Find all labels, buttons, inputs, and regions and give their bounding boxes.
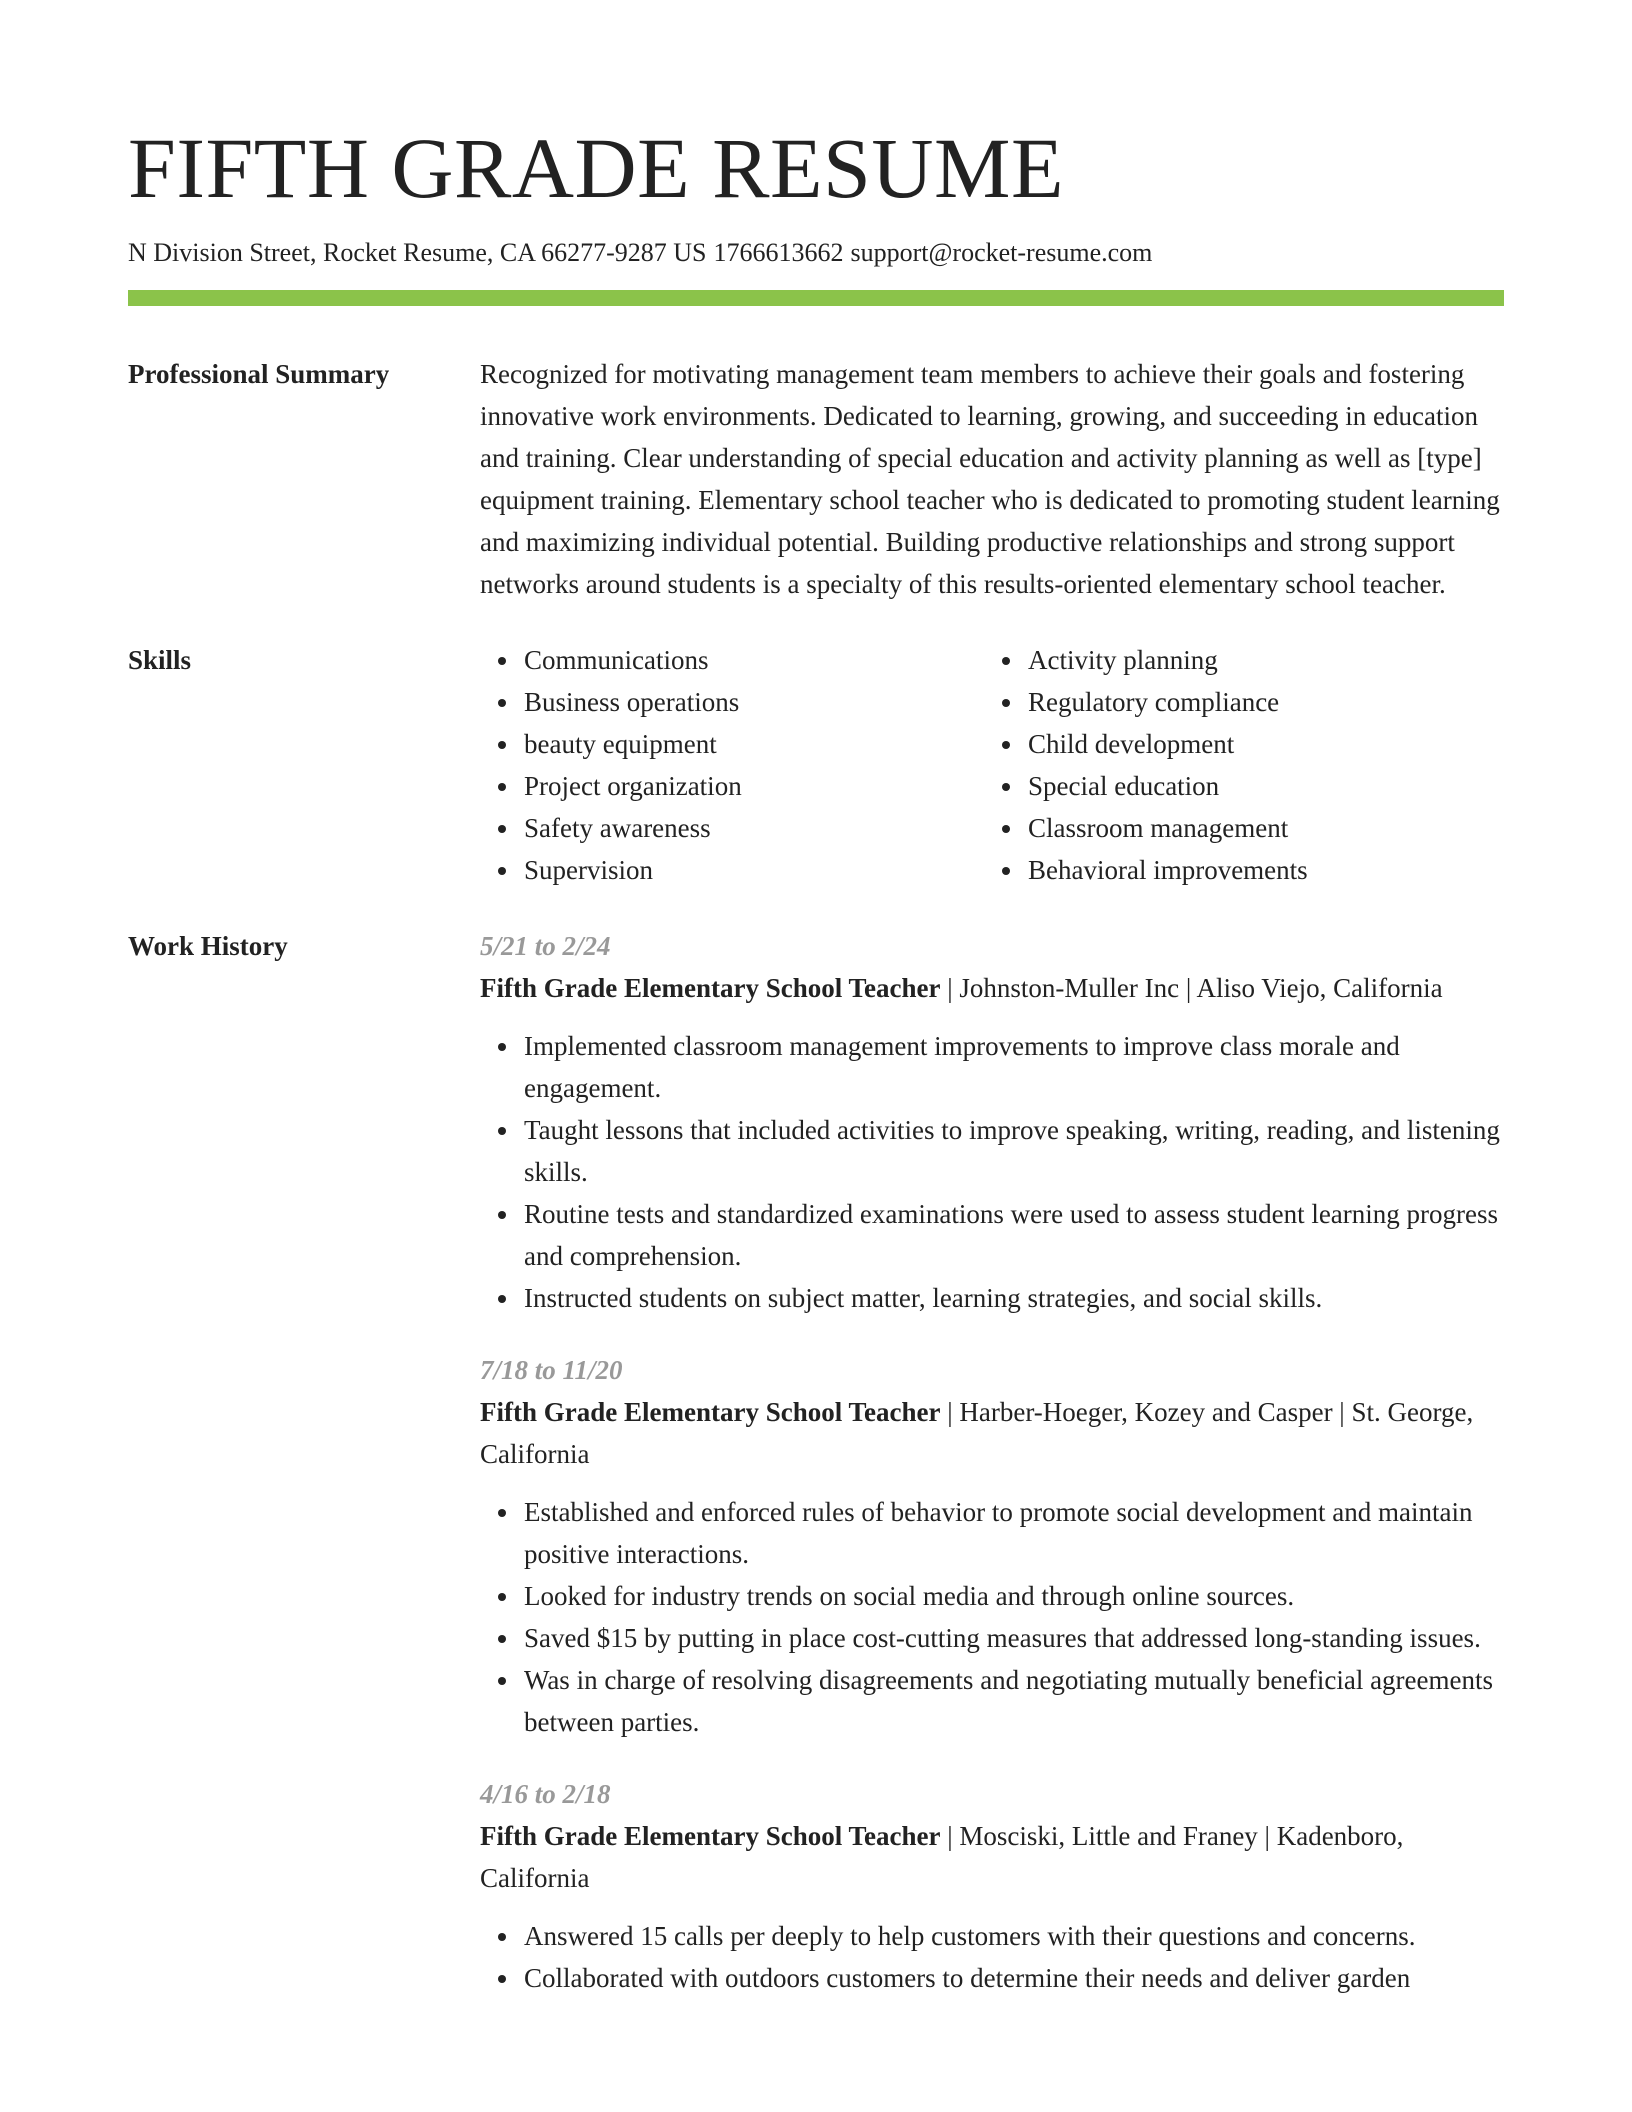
job-dates: 4/16 to 2/18 [480,1779,611,1809]
job-entry [480,925,1504,1319]
section-label: Professional Summary [128,359,390,389]
work-history-section [128,925,1504,2029]
job-entry [480,1349,1504,1743]
list-item: Business operations [524,681,984,723]
list-item: Project organization [524,765,984,807]
phone: 1766613662 [713,238,844,267]
list-item: Routine tests and standardized examinations were used to assess student learning progress and comprehension. [524,1193,1504,1277]
skills-list-right [984,639,1488,891]
list-item: Classroom management [1028,807,1488,849]
section-label: Work History [128,931,288,961]
summary-text: Recognized for motivating management team members to achieve their goals and fostering innovative work environments. Dedicated to learning, growing, and succeeding in education and training. Clear understanding of special education and activity planning as well as [type] equipment training. Elementary school teacher who is dedicated to promoting student learning and maximizing individual potential. Building productive relationships and strong support networks around students is a specialty of this results-oriented elementary school teacher. [480,359,1500,599]
list-item: Established and enforced rules of behavior to promote social development and maintain positive interactions. [524,1491,1504,1575]
list-item: Implemented classroom management improvements to improve class morale and engagement. [524,1025,1504,1109]
address: N Division Street, Rocket Resume, CA 66277-9287 US [128,238,707,267]
header-divider [128,290,1504,306]
resume-page [128,0,1504,2029]
job-heading [480,967,1504,1009]
list-item: Child development [1028,723,1488,765]
job-title: Fifth Grade Elementary School Teacher [480,1821,941,1851]
list-item: Activity planning [1028,639,1488,681]
job-title: Fifth Grade Elementary School Teacher [480,1397,941,1427]
summary-section [128,353,1504,605]
list-item: Saved $15 by putting in place cost-cutting measures that addressed long-standing issues. [524,1617,1504,1659]
contact-line [128,236,1504,270]
list-item: Looked for industry trends on social media and through online sources. [524,1575,1504,1617]
job-details: | Harber-Hoeger, Kozey and Casper | St. George, California [480,1397,1474,1469]
section-label: Skills [128,645,192,675]
list-item: Special education [1028,765,1488,807]
job-details: | Johnston-Muller Inc | Aliso Viejo, California [940,973,1443,1003]
list-item: beauty equipment [524,723,984,765]
job-details: | Mosciski, Little and Franey | Kadenboro, California [480,1821,1404,1893]
skills-section [128,639,1504,891]
list-item: Safety awareness [524,807,984,849]
job-title: Fifth Grade Elementary School Teacher [480,973,941,1003]
job-bullets [480,1025,1504,1319]
job-heading [480,1815,1504,1899]
job-heading [480,1391,1504,1475]
list-item: Collaborated with outdoors customers to determine their needs and deliver garden [524,1957,1504,1999]
list-item: Regulatory compliance [1028,681,1488,723]
list-item: Taught lessons that included activities to improve speaking, writing, reading, and listening skills. [524,1109,1504,1193]
list-item: Was in charge of resolving disagreements and negotiating mutually beneficial agreements between parties. [524,1659,1504,1743]
list-item: Instructed students on subject matter, learning strategies, and social skills. [524,1277,1504,1319]
job-bullets [480,1491,1504,1743]
list-item: Communications [524,639,984,681]
list-item: Answered 15 calls per deeply to help customers with their questions and concerns. [524,1915,1504,1957]
list-item: Supervision [524,849,984,891]
skills-list-left [480,639,984,891]
job-bullets [480,1915,1504,1999]
job-dates: 7/18 to 11/20 [480,1355,623,1385]
list-item: Behavioral improvements [1028,849,1488,891]
resume-title: FIFTH GRADE RESUME [128,120,1064,216]
email: support@rocket-resume.com [850,238,1153,267]
job-dates: 5/21 to 2/24 [480,931,611,961]
job-entry [480,1773,1504,1999]
